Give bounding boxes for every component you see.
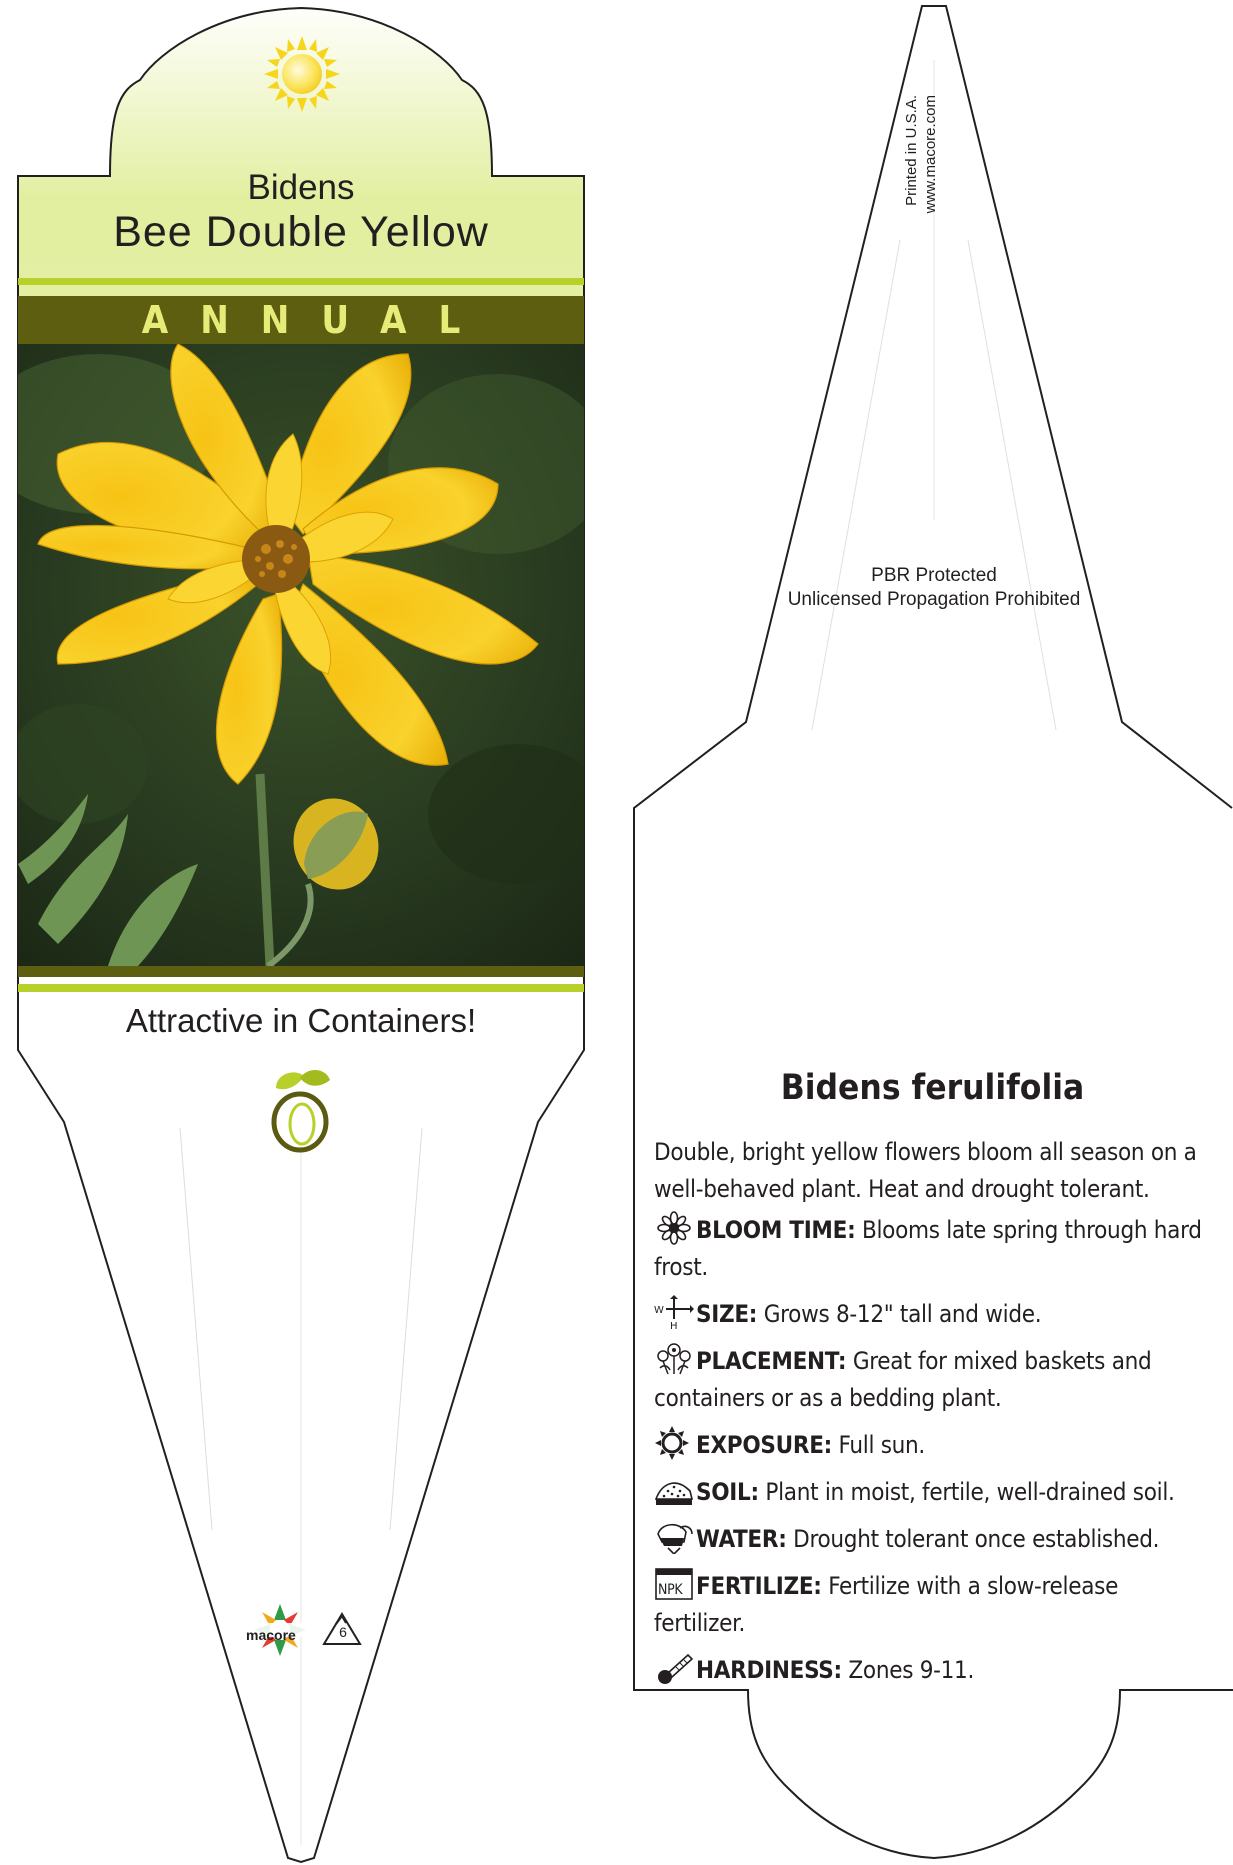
botanical-name: Bidens ferulifolia — [780, 1068, 1085, 1108]
attr-bloom-time — [654, 1211, 1214, 1286]
tagline: Attractive in Containers! — [125, 1002, 477, 1039]
attr-placement — [654, 1342, 1214, 1417]
category-band — [18, 296, 584, 344]
attr-text: Drought tolerant once established. — [793, 1525, 1160, 1553]
recycle-code: 6 — [339, 1624, 347, 1640]
pbr-line-1: PBR Protected — [871, 565, 997, 586]
attr-exposure — [654, 1426, 1214, 1464]
attr-text: Great for mixed baskets and containers or as a bedding plant. — [654, 1347, 1152, 1412]
printed-info — [902, 95, 940, 235]
attr-hardiness — [654, 1651, 1214, 1689]
printed-website: www.macore.com — [922, 95, 939, 214]
npk-text: NPK — [658, 1582, 683, 1598]
plants-icon — [654, 1342, 696, 1376]
watering-can-icon — [654, 1520, 696, 1554]
attr-label: EXPOSURE: — [696, 1431, 832, 1459]
macore-logo-text: macore — [246, 1627, 296, 1643]
care-info — [654, 1134, 1214, 1698]
plant-cultivar-name: Bee Double Yellow — [113, 208, 489, 256]
attr-size — [654, 1295, 1214, 1333]
attr-text: Full sun. — [838, 1431, 925, 1459]
flower-photo — [18, 344, 584, 966]
flower-icon — [654, 1211, 696, 1245]
attr-label: PLACEMENT: — [696, 1347, 847, 1375]
soil-mound-icon — [654, 1473, 696, 1507]
attr-label: WATER: — [696, 1525, 787, 1553]
attr-water — [654, 1520, 1214, 1558]
attr-label: HARDINESS: — [696, 1656, 842, 1684]
size-w-letter: W — [654, 1305, 664, 1316]
sun-outline-icon — [654, 1426, 696, 1460]
pbr-notice — [740, 564, 1128, 612]
attr-text: Grows 8-12" tall and wide. — [763, 1300, 1042, 1328]
category-label: ANNUAL — [141, 298, 493, 342]
thermometer-icon — [654, 1651, 696, 1685]
attr-fertilize — [654, 1567, 1214, 1642]
seed-sprout-icon — [268, 1068, 332, 1154]
attr-label: FERTILIZE: — [696, 1572, 822, 1600]
plant-description: Double, bright yellow flowers bloom all season on a well-behaved plant. Heat and drought tolerant. — [654, 1138, 1197, 1203]
attr-label: SIZE: — [696, 1300, 758, 1328]
sun-icon — [262, 34, 342, 114]
attr-label: SOIL: — [696, 1478, 759, 1506]
plant-genus: Bidens — [247, 168, 355, 207]
pbr-line-2: Unlicensed Propagation Prohibited — [787, 589, 1081, 610]
attr-text: Zones 9-11. — [848, 1656, 975, 1684]
attr-label: BLOOM TIME: — [696, 1216, 856, 1244]
attr-soil — [654, 1473, 1214, 1511]
attr-text: Blooms late spring through hard frost. — [654, 1216, 1202, 1281]
size-arrows-icon — [654, 1295, 696, 1329]
attr-text: Plant in moist, fertile, well-drained soil. — [765, 1478, 1175, 1506]
size-h-letter: H — [670, 1321, 678, 1329]
npk-bag-icon — [654, 1567, 696, 1601]
attr-text: Fertilize with a slow-release fertilizer. — [654, 1572, 1119, 1637]
printed-country: Printed in U.S.A. — [903, 95, 920, 206]
